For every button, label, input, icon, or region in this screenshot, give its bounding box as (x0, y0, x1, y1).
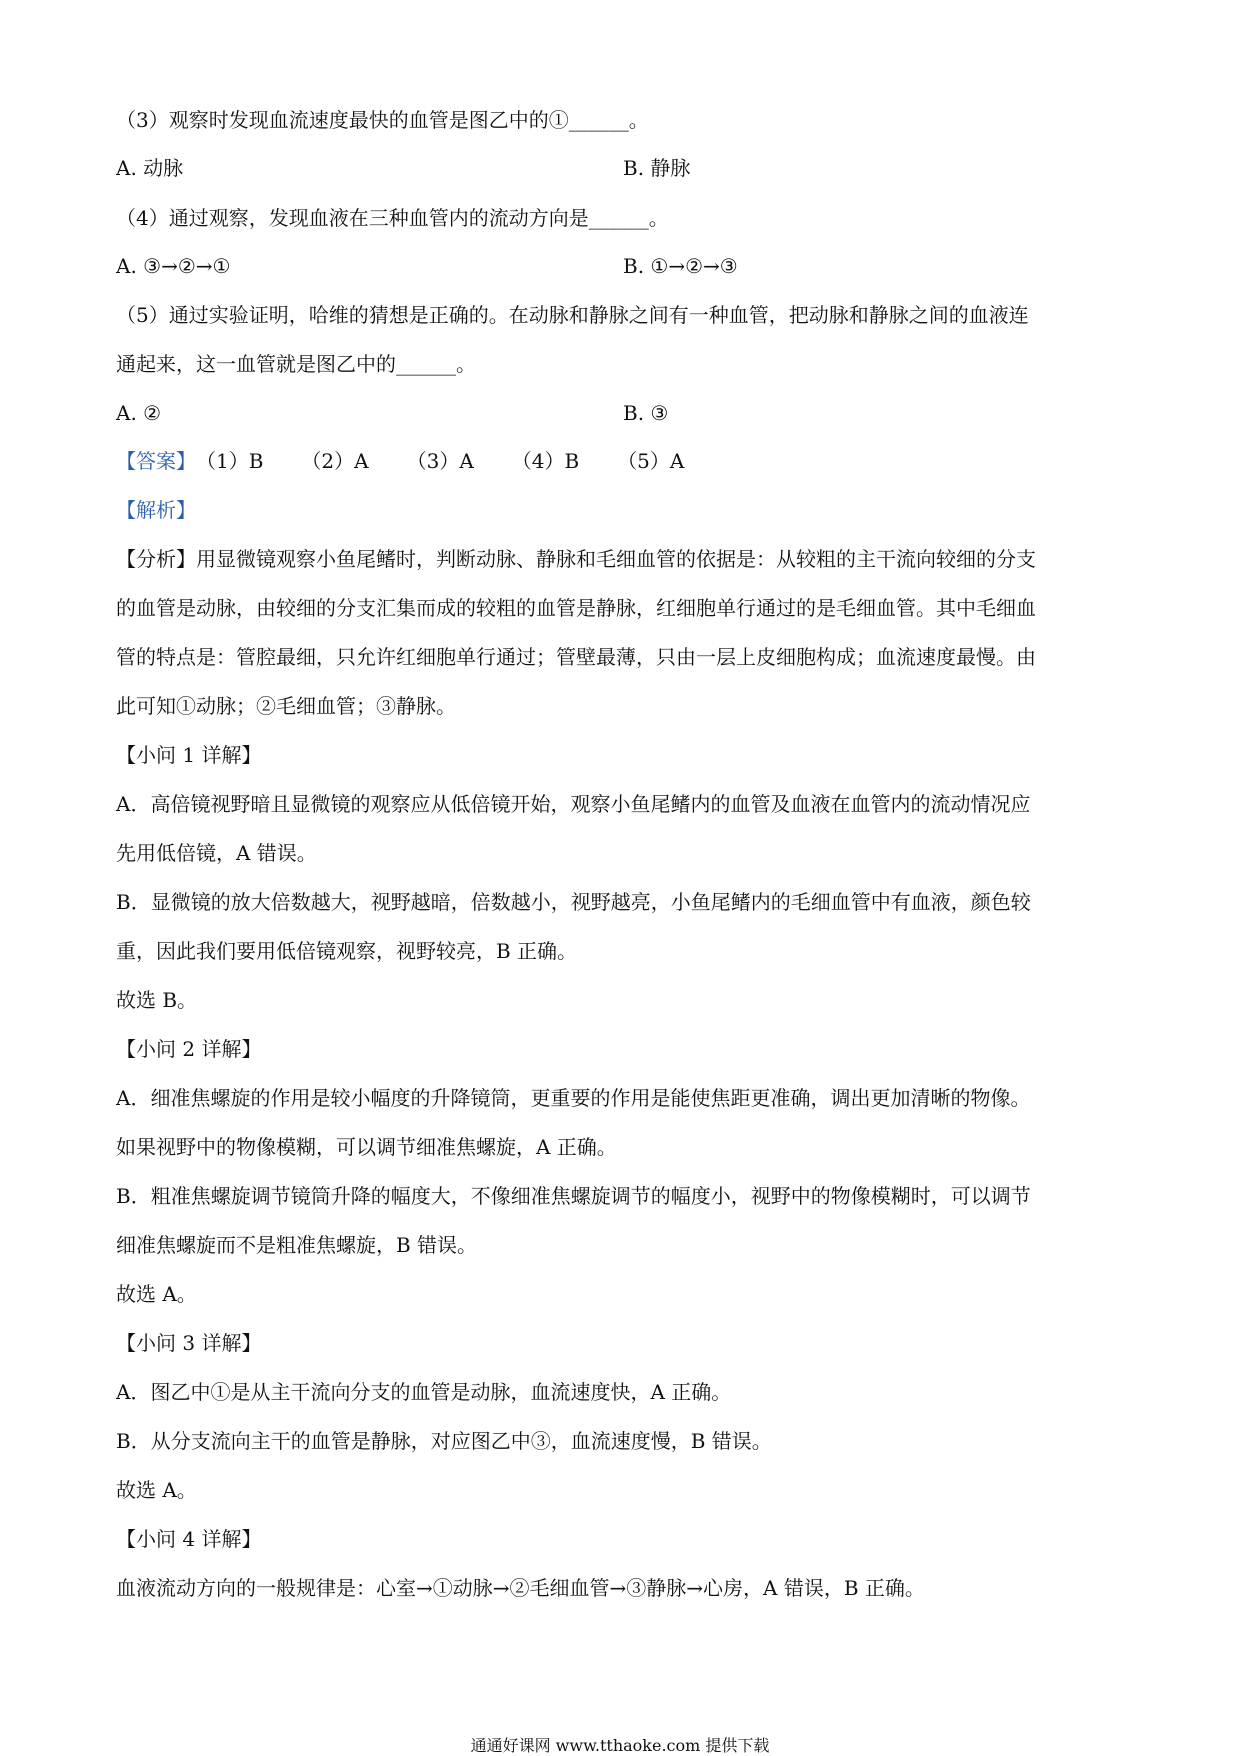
analysis-line: 【分析】用显微镜观察小鱼尾鳍时，判断动脉、静脉和毛细血管的依据是：从较粗的主干流向较细的分支 (116, 547, 1036, 571)
analysis-tag: 【解析】 (116, 498, 196, 522)
detail-3-title: 【小问 3 详解】 (116, 1331, 262, 1355)
analysis-line: 的血管是动脉，由较细的分支汇集而成的较粗的血管是静脉，红细胞单行通过的是毛细血管。其中毛细血 (116, 596, 1036, 620)
detail-2-line: B．粗准焦螺旋调节镜筒升降的幅度大，不像细准焦螺旋调节的幅度小，视野中的物像模糊时，可以调节 (116, 1184, 1031, 1208)
answer-item: （1）B (196, 449, 264, 473)
analysis-line: 管的特点是：管腔最细，只允许红细胞单行通过；管壁最薄，只由一层上皮细胞构成；血流速度最慢。由 (116, 645, 1036, 669)
detail-1-conclusion: 故选 B。 (116, 988, 198, 1012)
detail-1-line: A．高倍镜视野暗且显微镜的观察应从低倍镜开始，观察小鱼尾鳍内的血管及血液在血管内的流动情况应 (116, 792, 1031, 816)
detail-1-line: B．显微镜的放大倍数越大，视野越暗，倍数越小，视野越亮，小鱼尾鳍内的毛细血管中有血液，颜色较 (116, 890, 1031, 914)
answer-item: （2）A (301, 449, 369, 473)
detail-4-line: 血液流动方向的一般规律是：心室→①动脉→②毛细血管→③静脉→心房，A 错误，B 正确。 (116, 1576, 925, 1600)
answer-tag: 【答案】 (116, 449, 196, 473)
detail-2-conclusion: 故选 A。 (116, 1282, 197, 1306)
answer-row (116, 447, 722, 475)
question-3-option-a: A. 动脉 (116, 156, 184, 180)
question-4-option-b: B. ①→②→③ (623, 254, 738, 278)
detail-2-title: 【小问 2 详解】 (116, 1037, 262, 1061)
answer-item: （4）B (511, 449, 580, 473)
question-5-stem-line-2: 通起来，这一血管就是图乙中的______。 (116, 352, 476, 376)
detail-3-line: A．图乙中①是从主干流向分支的血管是动脉，血流速度快，A 正确。 (116, 1380, 732, 1404)
detail-2-line: 细准焦螺旋而不是粗准焦螺旋，B 错误。 (116, 1233, 478, 1257)
question-3-option-b: B. 静脉 (623, 156, 691, 180)
answer-item: （3）A (406, 449, 474, 473)
question-4-stem: （4）通过观察，发现血液在三种血管内的流动方向是______。 (116, 206, 669, 230)
detail-3-conclusion: 故选 A。 (116, 1478, 197, 1502)
detail-1-line: 重，因此我们要用低倍镜观察，视野较亮，B 正确。 (116, 939, 578, 963)
detail-2-line: 如果视野中的物像模糊，可以调节细准焦螺旋，A 正确。 (116, 1135, 617, 1159)
page-footer: 通通好课网 www.tthaoke.com 提供下载 (470, 1736, 770, 1755)
question-3-stem: （3）观察时发现血流速度最快的血管是图乙中的①______。 (116, 108, 649, 132)
detail-1-line: 先用低倍镜，A 错误。 (116, 841, 317, 865)
question-5-option-a: A. ② (116, 401, 162, 425)
detail-4-title: 【小问 4 详解】 (116, 1527, 262, 1551)
detail-1-title: 【小问 1 详解】 (116, 743, 262, 767)
question-5-option-b: B. ③ (623, 401, 669, 425)
detail-3-line: B．从分支流向主干的血管是静脉，对应图乙中③，血流速度慢，B 错误。 (116, 1429, 772, 1453)
question-4-option-a: A. ③→②→① (116, 254, 231, 278)
answer-item: （5）A (617, 449, 685, 473)
question-5-stem-line-1: （5）通过实验证明，哈维的猜想是正确的。在动脉和静脉之间有一种血管，把动脉和静脉之间的血液连 (116, 303, 1029, 327)
detail-2-line: A．细准焦螺旋的作用是较小幅度的升降镜筒，更重要的作用是能使焦距更准确，调出更加清晰的物像。 (116, 1086, 1031, 1110)
analysis-line: 此可知①动脉；②毛细血管；③静脉。 (116, 694, 456, 718)
